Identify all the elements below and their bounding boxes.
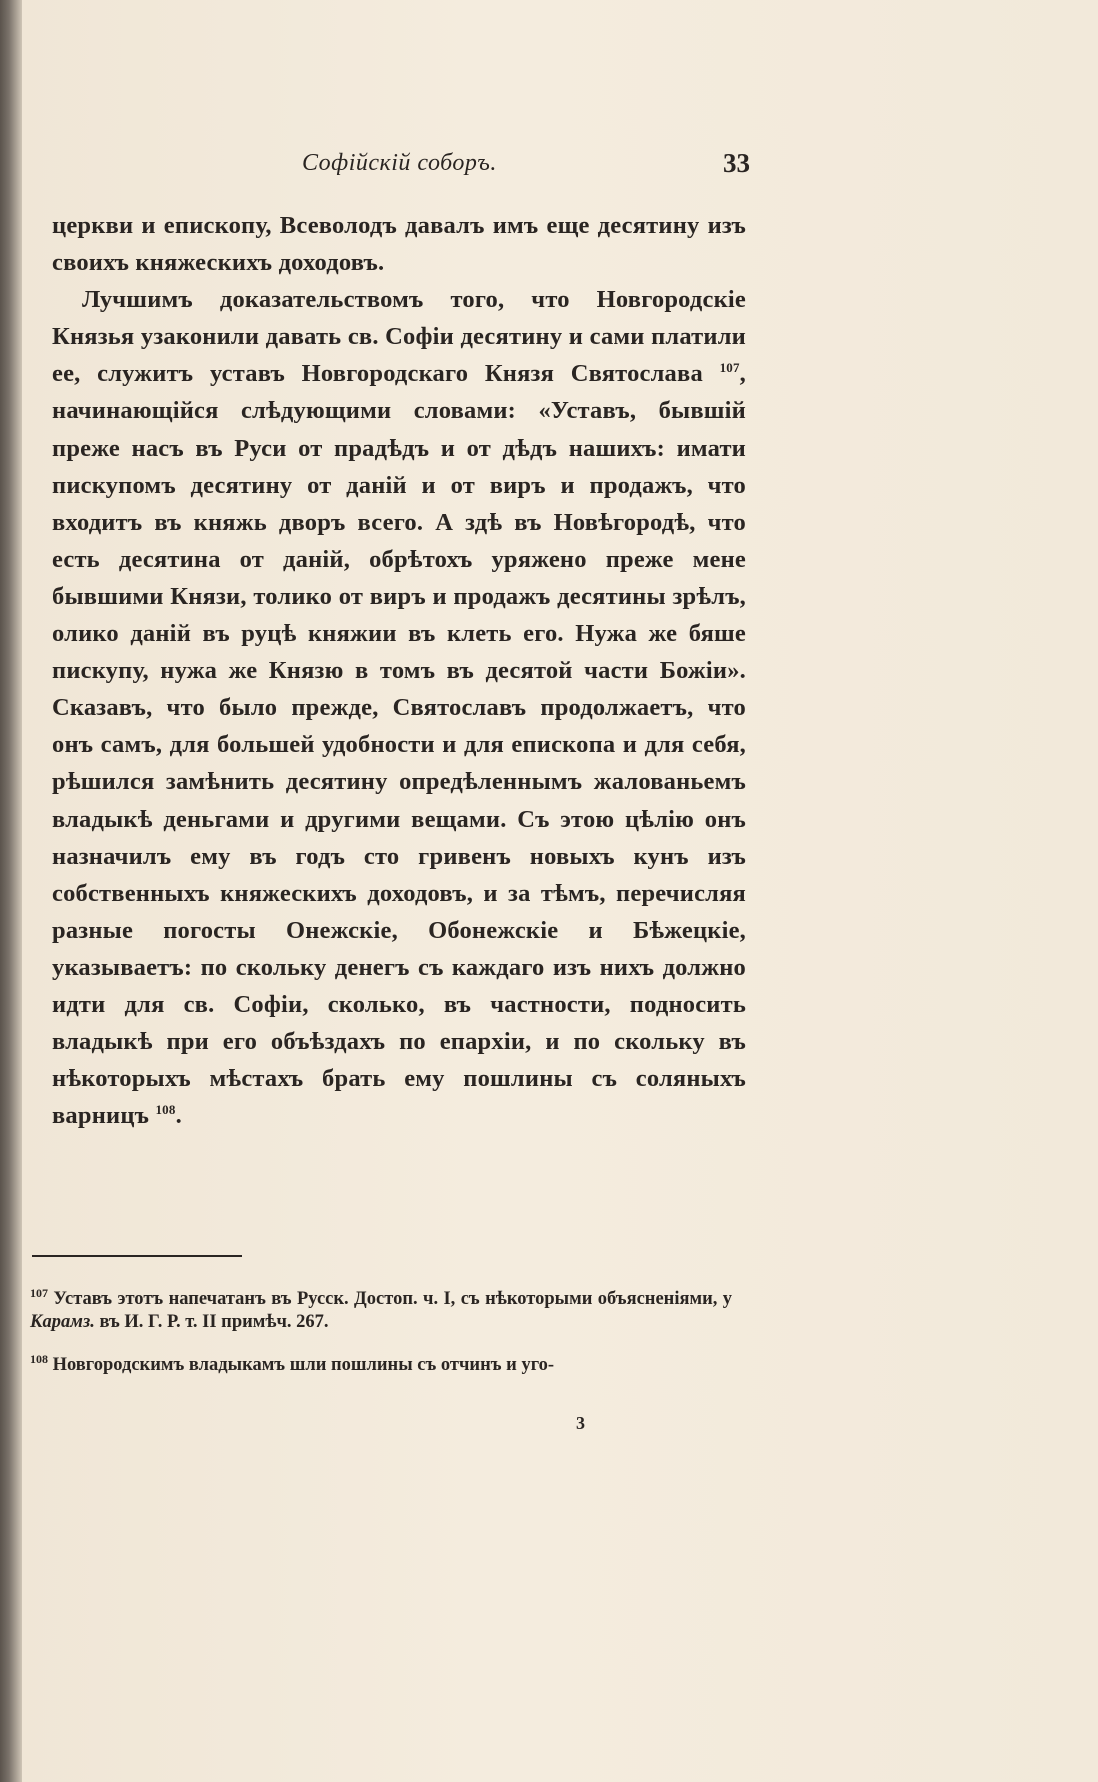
footnote-107 xyxy=(30,1285,732,1334)
paragraph-2-part-2: , начинающійся слѣдующими словами: «Уставъ, бывшій преже насъ въ Руси от прадѣдъ и от дѣдъ нашихъ: имати пискупомъ десятину от даній и от виръ и продажъ, что входитъ въ княжь дворъ всего. А здѣ въ Новѣгородѣ, что есть десятина от даній, обрѣтохъ уряжено преже мене бывшими Князи, толико от виръ и продажъ десятины зрѣлъ, олико даній въ руцѣ княжии въ клеть его. Нужа же бяше пискупу, нужа же Князю в томъ въ десятой части Божіи». Сказавъ, что было прежде, Святославъ продолжаетъ, что онъ самъ, для большей удобности и для епископа и для себя, рѣшился замѣнить десятину опредѣленнымъ жалованьемъ владыкѣ деньгами и другими вещами. Съ этою цѣлію онъ назначилъ ему въ годъ сто гривенъ новыхъ кунъ изъ собственныхъ княжескихъ доходовъ, и за тѣмъ, перечисляя разные погосты Онежскіе, Обонежскіе и Бѣжецкіе, указываетъ: по скольку денегъ съ каждаго изъ нихъ должно идти для св. Софіи, сколько, въ частности, подносить владыкѣ при его объѣздахъ по епархіи, и по скольку въ нѣкоторыхъ мѣстахъ брать ему пошлины съ соляныхъ варницъ xyxy=(52,360,746,1130)
footnote-108-mark: 108 xyxy=(30,1351,48,1366)
paragraph-2 xyxy=(52,281,746,1134)
running-title: Софійскій соборъ. xyxy=(302,150,497,176)
footnote-ref-107[interactable]: 107 xyxy=(719,360,740,376)
footnotes xyxy=(30,1285,732,1397)
footnote-divider xyxy=(32,1255,242,1257)
footnote-107-italic: Карамз. xyxy=(30,1312,95,1332)
footnote-108 xyxy=(30,1351,732,1377)
page-number: 33 xyxy=(723,148,750,178)
paragraph-2-part-1: Лучшимъ доказательствомъ того, что Новгородскіе Князья узаконили давать св. Софіи десятину и сами платили ее, служитъ уставъ Новгородскаго Князя Святослава xyxy=(52,286,746,388)
book-spine-shadow xyxy=(0,0,22,1782)
main-text xyxy=(52,207,746,1134)
footnote-ref-108[interactable]: 108 xyxy=(155,1102,176,1118)
footnote-107-mark: 107 xyxy=(30,1285,48,1300)
footnote-107-text-b: въ И. Г. Р. т. II примѣч. 267. xyxy=(94,1312,329,1332)
footnote-107-text-a: Уставъ этотъ напечатанъ въ Русск. Достоп. ч. I, съ нѣкоторыми объясненіями, у xyxy=(53,1289,732,1309)
paragraph-1: церкви и епископу, Всеволодъ давалъ имъ еще десятину изъ своихъ княжескихъ доходовъ. xyxy=(52,212,746,277)
footnote-108-text: Новгородскимъ владыкамъ шли пошлины съ отчинъ и уго- xyxy=(52,1355,555,1375)
signature-mark: 3 xyxy=(576,1413,585,1433)
paragraph-2-end: . xyxy=(175,1102,182,1130)
page-header xyxy=(52,150,750,184)
